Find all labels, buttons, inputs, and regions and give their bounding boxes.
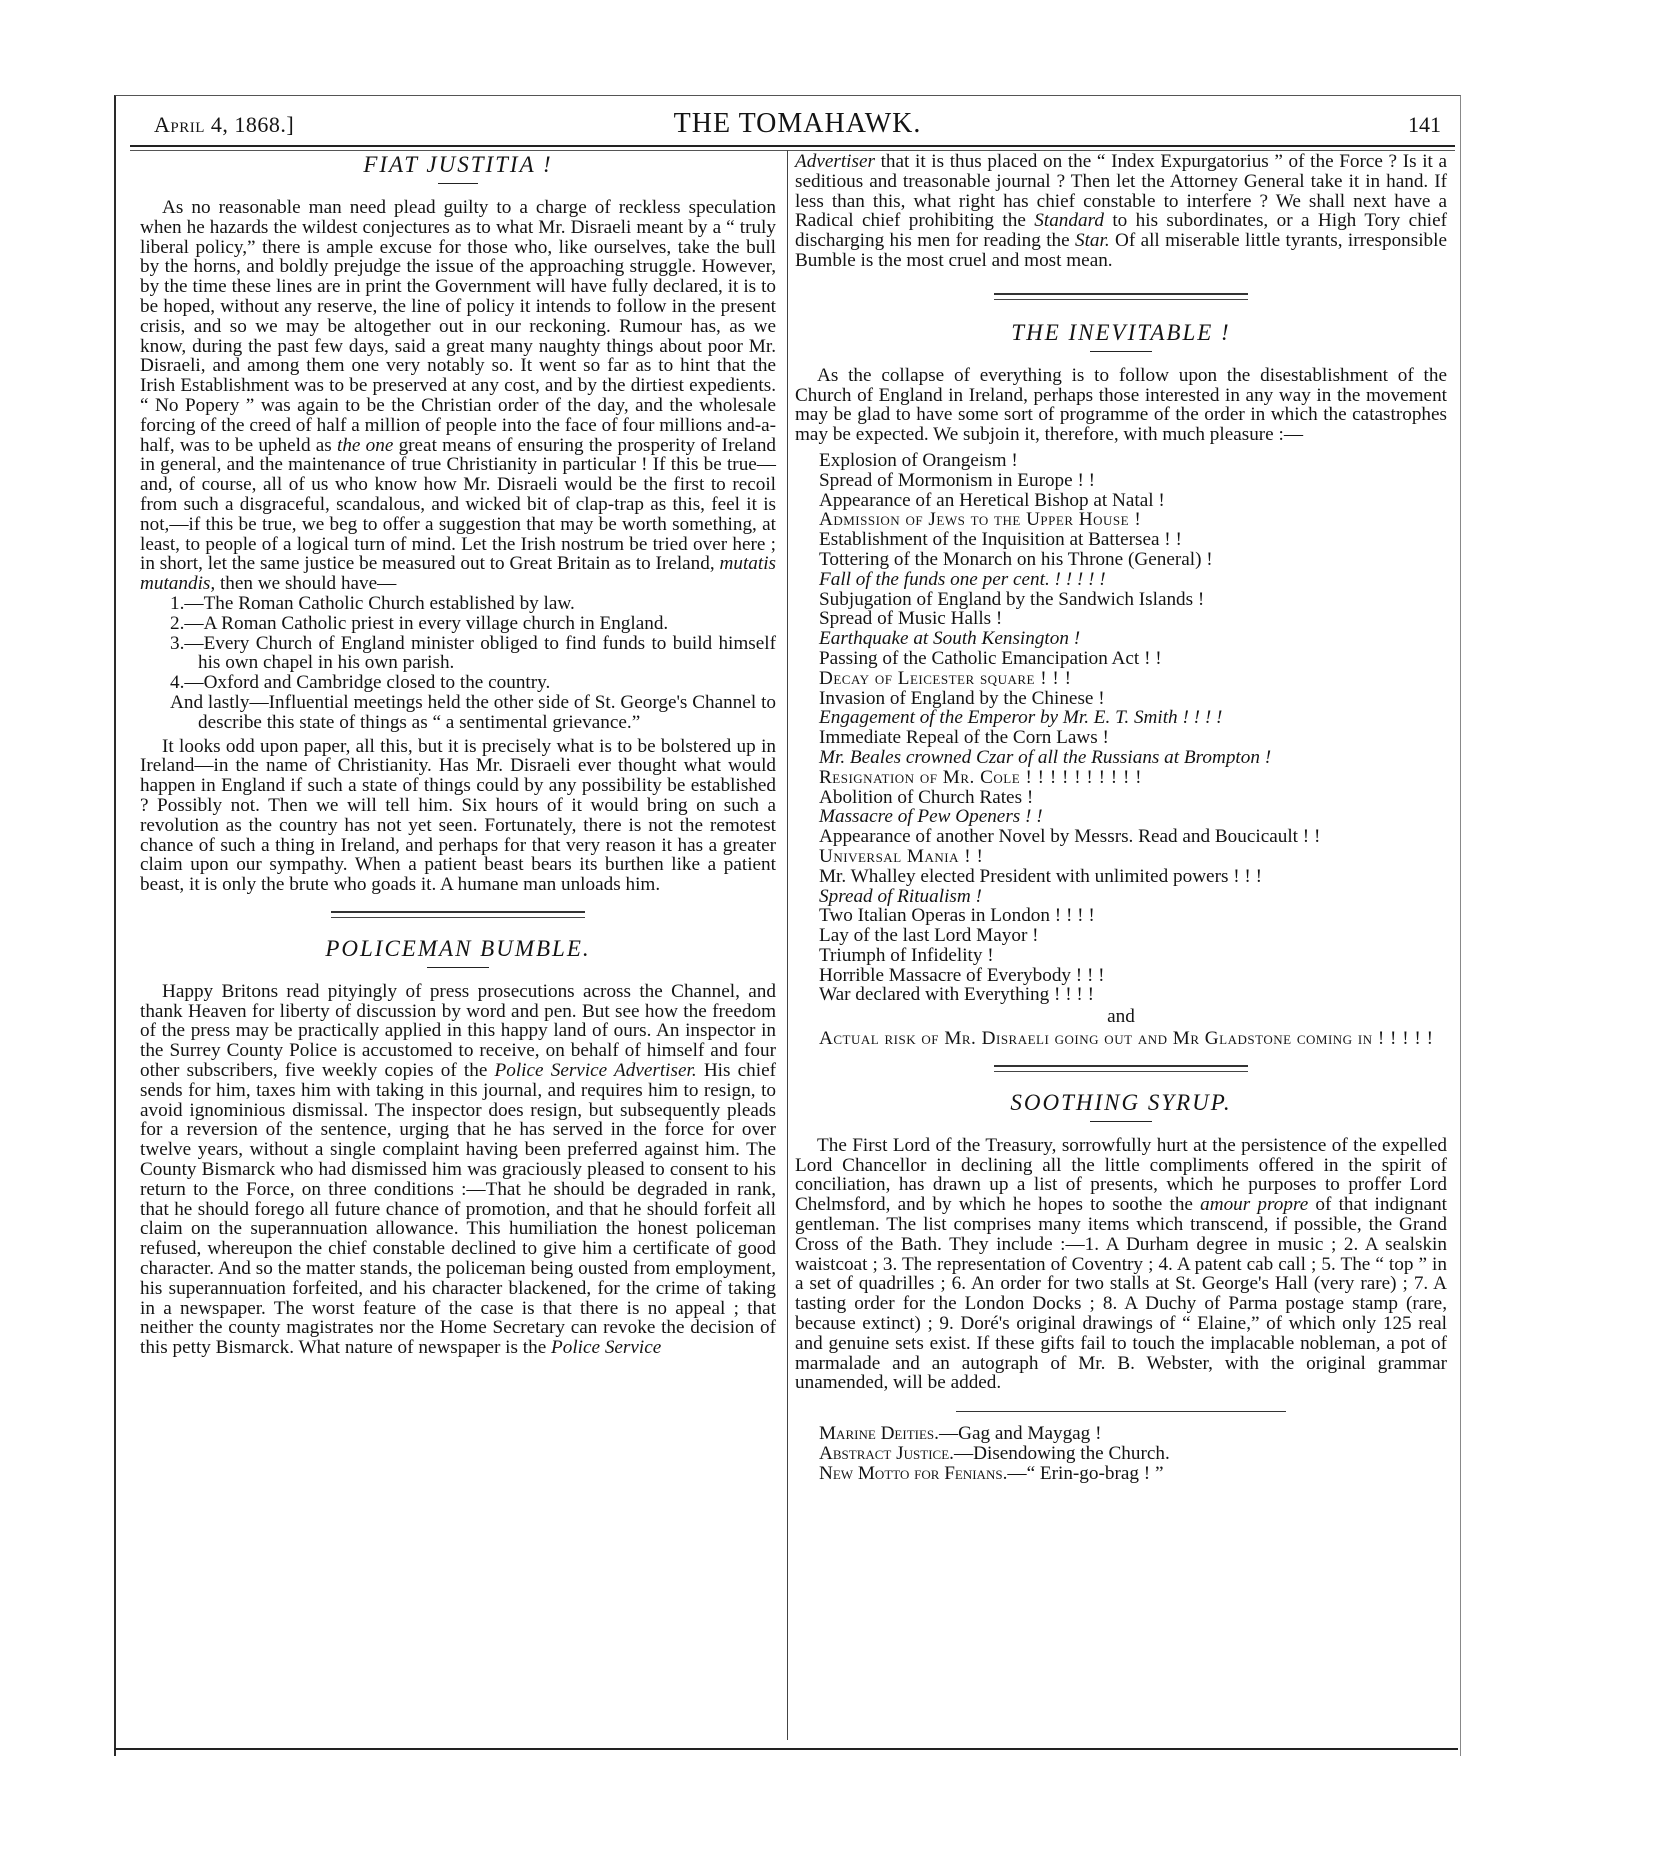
list-item: Spread of Ritualism ! (819, 885, 982, 907)
catastrophe-finale (795, 1029, 1447, 1049)
list-item: Appearance of another Novel by Messrs. Read and Boucicault ! ! (819, 826, 1321, 848)
list-item: Tottering of the Monarch on his Throne (General) ! (819, 548, 1213, 570)
issue-date: April 4, 1868.] (154, 112, 295, 137)
left-column (140, 152, 776, 1358)
jest-heading: Marine Deities. (819, 1423, 939, 1445)
list-item: Appearance of an Heretical Bishop at Natal ! (819, 489, 1165, 511)
page-header (150, 108, 1445, 142)
page-number: 141 (1408, 112, 1441, 137)
article-title-fiat-justitia: FIAT JUSTITIA ! (363, 152, 553, 177)
list-item: Triumph of Infidelity ! (819, 944, 994, 966)
jest-item (795, 1424, 1447, 1444)
list-item: Earthquake at South Kensington ! (819, 628, 1081, 650)
jest-text: —Disendowing the Church. (953, 1443, 1170, 1465)
list-item: Resignation of Mr. Cole ! ! ! ! ! ! ! ! ! ! (819, 766, 1143, 788)
list-item: Universal Mania ! ! (819, 845, 984, 867)
catastrophe-list (795, 451, 1447, 1005)
list-item: War declared with Everything ! ! ! ! (819, 984, 1094, 1006)
title-rule (1090, 351, 1152, 352)
article-title-the-inevitable: THE INEVITABLE ! (1011, 319, 1231, 345)
article-title-policeman-bumble: POLICEMAN BUMBLE. (325, 935, 591, 961)
list-item: And lastly—Influential meetings held the other side of St. George's Channel to describe this state of things as “ a sentimental grievance.” (170, 691, 776, 733)
list-item: Passing of the Catholic Emancipation Act ! ! (819, 647, 1162, 669)
list-item: Actual risk of Mr. Disraeli going out and Mr Gladstone coming in ! ! ! ! ! (819, 1028, 1434, 1050)
article-title-soothing-syrup: SOOTHING SYRUP. (1010, 1089, 1232, 1115)
jest-heading: Abstract Justice. (819, 1443, 954, 1465)
bumble-continuation: Advertiser that it is thus placed on the “ Index Expurgatorius ” of the Force ? Is it a seditious and treasonable journal ? Then let the Attorney General take it in hand. If less than this, what right has chief constable to interfere ? We shall next have a Radical chief prohibiting the Standard to his subordinates, or a High Tory chief discharging his men for reading the Star. Of all miserable little tyrants, irresponsible Bumble is the most cruel and most mean. (795, 151, 1448, 271)
list-item: Explosion of Orangeism ! (819, 449, 1018, 471)
jest-heading: New Motto for Fenians. (819, 1462, 1008, 1484)
title-rule (438, 183, 478, 184)
jest-text: —“ Erin-go-brag ! ” (1007, 1462, 1164, 1484)
jest-item (795, 1464, 1447, 1484)
list-item: Fall of the funds one per cent. ! ! ! ! ! (819, 568, 1106, 590)
and-line: and (1107, 1006, 1135, 1028)
fiat-list (140, 594, 776, 733)
list-item: Two Italian Operas in London ! ! ! ! (819, 905, 1095, 927)
list-item: Admission of Jews to the Upper House ! (819, 509, 1142, 531)
list-item: Mr. Beales crowned Czar of all the Russians at Brompton ! (819, 746, 1272, 768)
list-item: Invasion of England by the Chinese ! (819, 687, 1105, 709)
list-item: Massacre of Pew Openers ! ! (819, 806, 1043, 828)
masthead-title: THE TOMAHAWK. (673, 108, 922, 139)
list-item: Spread of Music Halls ! (819, 608, 1003, 630)
list-item: 1.—The Roman Catholic Church established by law. (170, 592, 575, 614)
title-rule (427, 967, 489, 968)
list-item: Lay of the last Lord Mayor ! (819, 925, 1039, 947)
header-rule (130, 145, 1455, 147)
list-item: Mr. Whalley elected President with unlimited powers ! ! ! (819, 865, 1262, 887)
list-item: Establishment of the Inquisition at Battersea ! ! (819, 529, 1182, 551)
right-column (795, 152, 1447, 1484)
list-item: Subjugation of England by the Sandwich Islands ! (819, 588, 1205, 610)
fiat-paragraph-1: As no reasonable man need plead guilty to a charge of reckless speculation when he hazards the wildest conjectures as to what Mr. Disraeli meant by a “ truly liberal policy,” there is ample excuse for those who, like ourselves, take the bull by the horns, and boldly prejudge the issue of the approaching struggle. However, by the time these lines are in print the Government will have fully declared, it is to be hoped, without any reserve, the line of policy it intends to follow in the present crisis, and so we may be altogether out in our reckoning. Rumour has, as we know, during the past few days, said a great many naughty things about poor Mr. Disraeli, and among them one very notably so. It went so far as to hint that the Irish Establishment was to be preserved at any cost, and by the dirtiest expedients. “ No Popery ” was again to be the Christian order of the day, and the wholesale forcing of the creed of half a million of people into the face of four millions and-a-half, was to be upheld as the one great means of ensuring the prosperity of Ireland in general, and the maintenance of true Christianity in particular ! If this be true—and, of course, all of us who know how Mr. Disraeli would be the first to recoil from such a disgraceful, scandalous, and wicked bit of clap-trap as this, feel it is not,—if this be true, we beg to offer a suggestion that may be worth something, at least, to people of a logical turn of mind. Let the Irish nostrum be tried over here ; in short, let the same justice be measured out to Great Britain as to Ireland, mutatis mutandis, then we should have— (140, 197, 777, 595)
footer-rule (114, 1748, 1458, 1750)
inevitable-intro: As the collapse of everything is to follow upon the disestablishment of the Church of England in Ireland, perhaps those interested in any way in the movement may be glad to have some sort of programme of the order in which the catastrophes may be expected. We subjoin it, therefore, with much pleasure :— (795, 364, 1447, 446)
list-item: 4.—Oxford and Cambridge closed to the country. (170, 672, 551, 694)
column-divider (787, 150, 788, 1740)
syrup-paragraph: The First Lord of the Treasury, sorrowfully hurt at the persistence of the expelled Lord Chancellor in declining all the little compliments offered in the spirit of conciliation, has drawn up a list of presents, which he purposes to proffer Lord Chelmsford, and by which he hopes to soothe the amour propre of that indignant gentleman. The list comprises many items which transcend, if possible, the Grand Cross of the Bath. They include :—1. A Durham degree in music ; 2. A sealskin waistcoat ; 3. The representation of Coventry ; 4. A patent cab call ; 5. The “ top ” in a set of quadrilles ; 6. An order for two stalls at St. George's Hall (very rare) ; 7. A tasting order for the London Docks ; 8. A Duchy of Parma postage stamp (rare, because extinct) ; 9. Doré's original drawings of “ Elaine,” of which only 125 real and genuine sets exist. If these gifts fail to touch the implacable nobleman, a pot of marmalade and an autograph of Mr. B. Webster, with the original grammar unamended, will be added. (795, 1134, 1448, 1394)
list-item: 2.—A Roman Catholic priest in every village church in England. (170, 612, 669, 634)
list-item: Abolition of Church Rates ! (819, 786, 1034, 808)
list-item: Engagement of the Emperor by Mr. E. T. Smith ! ! ! ! (819, 707, 1223, 729)
bumble-paragraph: Happy Britons read pityingly of press prosecutions across the Channel, and thank Heaven for liberty of discussion by word and pen. But see how the freedom of the press may be practically applied in this happy land of ours. An inspector in the Surrey County Police is accustomed to receive, on behalf of himself and four other subscribers, five weekly copies of the Police Service Advertiser. His chief sends for him, taxes him with taking in this journal, and requires him to resign, to avoid ignominious dismissal. The inspector does resign, but subsequently pleads for a reversion of the sentence, urging that he has served in the force for over twelve years, without a single complaint having been preferred against him. The County Bismarck who had dismissed him was graciously pleased to consent to his return to the Force, on three conditions :—That he should be degraded in rank, that he should forego all future chance of promotion, and that he should forfeit all claim on the superannuation allowance. This humiliation the honest policeman refused, whereupon the chief constable declined to give him a certificate of good character. And so the matter stands, the policeman being ousted from employment, his superannuation forfeited, and his character blackened, for the crime of taking in a newspaper. The worst feature of the case is that there is no appeal ; that neither the county magistrates nor the Home Secretary can revoke the decision of this petty Bismarck. What nature of newspaper is the Police Service (140, 980, 776, 1359)
list-item: Horrible Massacre of Everybody ! ! ! (819, 964, 1105, 986)
list-item: Immediate Repeal of the Corn Laws ! (819, 727, 1109, 749)
jests-list (795, 1424, 1447, 1483)
section-double-rule (331, 911, 585, 918)
section-double-rule (994, 293, 1248, 300)
section-double-rule (994, 1065, 1248, 1072)
jest-item (795, 1444, 1447, 1464)
fiat-paragraph-2: It looks odd upon paper, all this, but it is precisely what is to be bolstered up in Ireland—in the name of Christianity. Has Mr. Disraeli ever thought what would happen in England if such a state of things could by any possibility be established ? Possibly not. Then we will tell him. Six hours of it would bring on such a revolution as the country has not yet seen. Fortunately, there is not the remotest chance of such a thing in Ireland, and perhaps for that very reason it has a greater claim upon our sympathy. When a patient beast bears its burthen like a patient beast, it is only the brute who goads it. A humane man unloads him. (140, 735, 776, 896)
list-item: Spread of Mormonism in Europe ! ! (819, 469, 1096, 491)
list-item: 3.—Every Church of England minister obliged to find funds to build himself his own chapel in his own parish. (170, 632, 776, 674)
title-rule (1090, 1121, 1152, 1122)
jest-text: —Gag and Maygag ! (938, 1423, 1102, 1445)
list-item: Decay of Leicester square ! ! ! (819, 667, 1072, 689)
